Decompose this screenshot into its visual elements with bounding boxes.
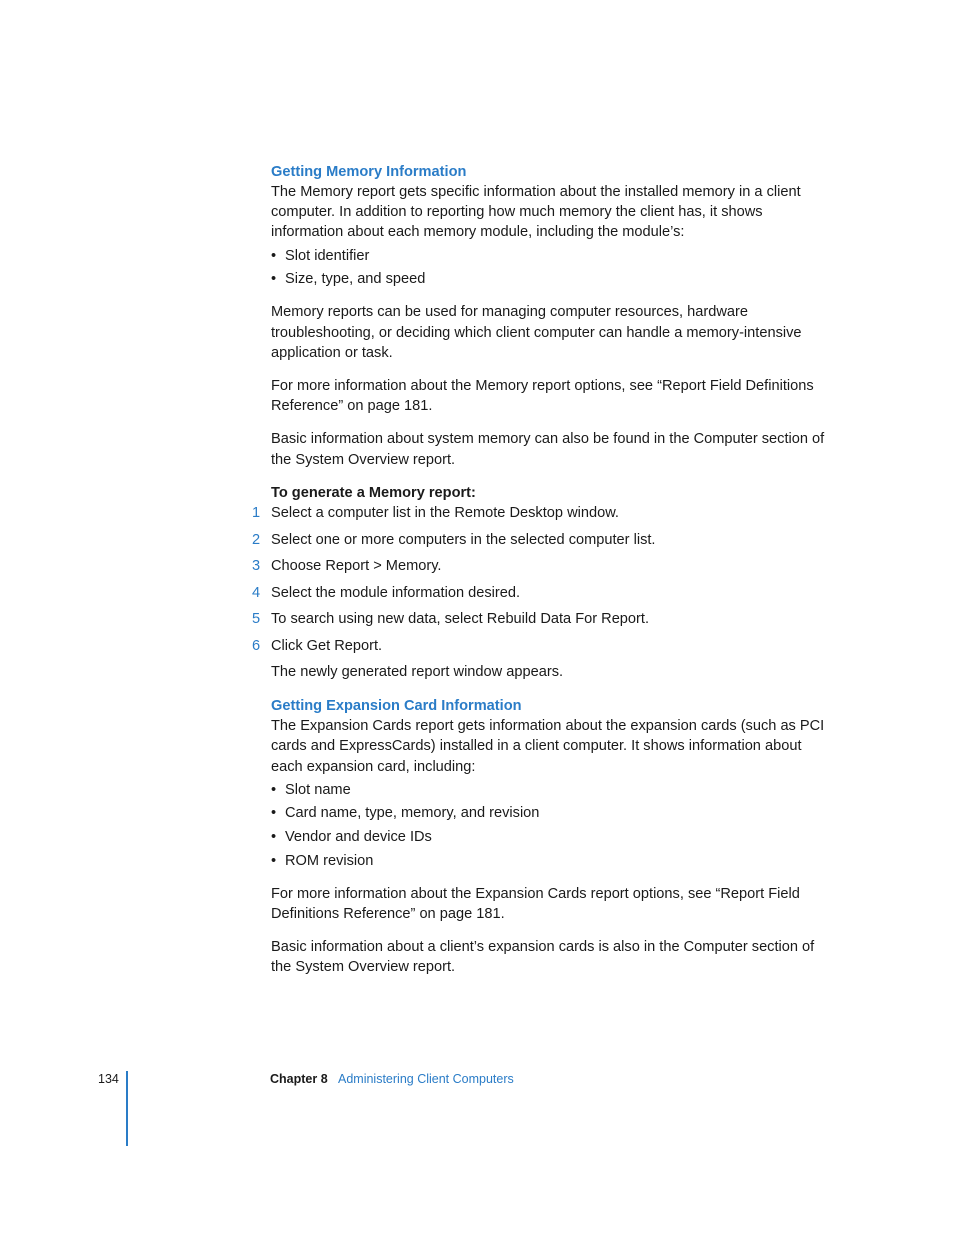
expansion-bullet-list <box>271 780 831 871</box>
section-heading-memory: Getting Memory Information <box>271 164 467 180</box>
procedure-step: 5 To search using new data, select Rebuild Data For Report. <box>271 609 831 629</box>
chapter-label: Chapter 8 <box>270 1072 328 1086</box>
step-number: 5 <box>251 611 261 628</box>
list-item: • Card name, type, memory, and revision <box>271 803 831 823</box>
step-number: 4 <box>251 584 261 601</box>
step-number: 6 <box>251 637 261 654</box>
list-item: • Slot name <box>271 780 831 800</box>
list-item: • Size, type, and speed <box>271 269 831 289</box>
memory-paragraph-reference: For more information about the Memory report options, see “Report Field Definitions Reference” on page 181. <box>271 378 814 415</box>
footer-divider <box>126 1071 128 1146</box>
procedure-result: The newly generated report window appears. <box>271 664 564 681</box>
procedure-step: 3 Choose Report > Memory. <box>271 556 831 576</box>
page-number: 134 <box>98 1072 119 1086</box>
bullet-glyph: • <box>271 247 277 264</box>
list-item: • Vendor and device IDs <box>271 827 831 847</box>
page-content <box>251 162 831 978</box>
memory-bullet-list <box>271 246 831 290</box>
procedure-steps <box>251 503 831 656</box>
step-number: 1 <box>251 505 261 522</box>
memory-paragraph-usage: Memory reports can be used for managing computer resources, hardware troubleshooting, or deciding which client computer can handle a memory-intensive application or task. <box>271 304 802 361</box>
procedure-step: 6 Click Get Report. <box>271 636 831 656</box>
procedure-step: 2 Select one or more computers in the selected computer list. <box>271 530 831 550</box>
procedure-step: 1 Select a computer list in the Remote Desktop window. <box>271 503 831 523</box>
memory-intro: The Memory report gets specific information about the installed memory in a client computer. In addition to reporting how much memory the client has, it shows information about each memory module, including the module’s: <box>271 184 801 241</box>
chapter-title: Administering Client Computers <box>338 1072 514 1086</box>
list-item: • ROM revision <box>271 851 831 871</box>
memory-paragraph-overview: Basic information about system memory can also be found in the Computer section of the System Overview report. <box>271 431 825 468</box>
procedure-step: 4 Select the module information desired. <box>271 583 831 603</box>
bullet-glyph: • <box>271 805 277 822</box>
bullet-glyph: • <box>271 271 277 288</box>
expansion-paragraph-reference: For more information about the Expansion Cards report options, see “Report Field Definitions Reference” on page 181. <box>271 885 800 923</box>
bullet-glyph: • <box>271 852 277 869</box>
expansion-intro: The Expansion Cards report gets information about the expansion cards (such as PCI cards and ExpressCards) installed in a client computer. It shows information about each expansion card, including: <box>271 718 825 775</box>
procedure-title: To generate a Memory report: <box>271 484 476 501</box>
bullet-glyph: • <box>271 829 277 846</box>
step-number: 2 <box>251 531 261 548</box>
expansion-paragraph-overview: Basic information about a client’s expansion cards is also in the Computer section of the System Overview report. <box>271 939 815 976</box>
step-number: 3 <box>251 558 261 575</box>
section-heading-expansion: Getting Expansion Card Information <box>271 698 522 715</box>
list-item: • Slot identifier <box>271 246 831 266</box>
bullet-glyph: • <box>271 781 277 798</box>
